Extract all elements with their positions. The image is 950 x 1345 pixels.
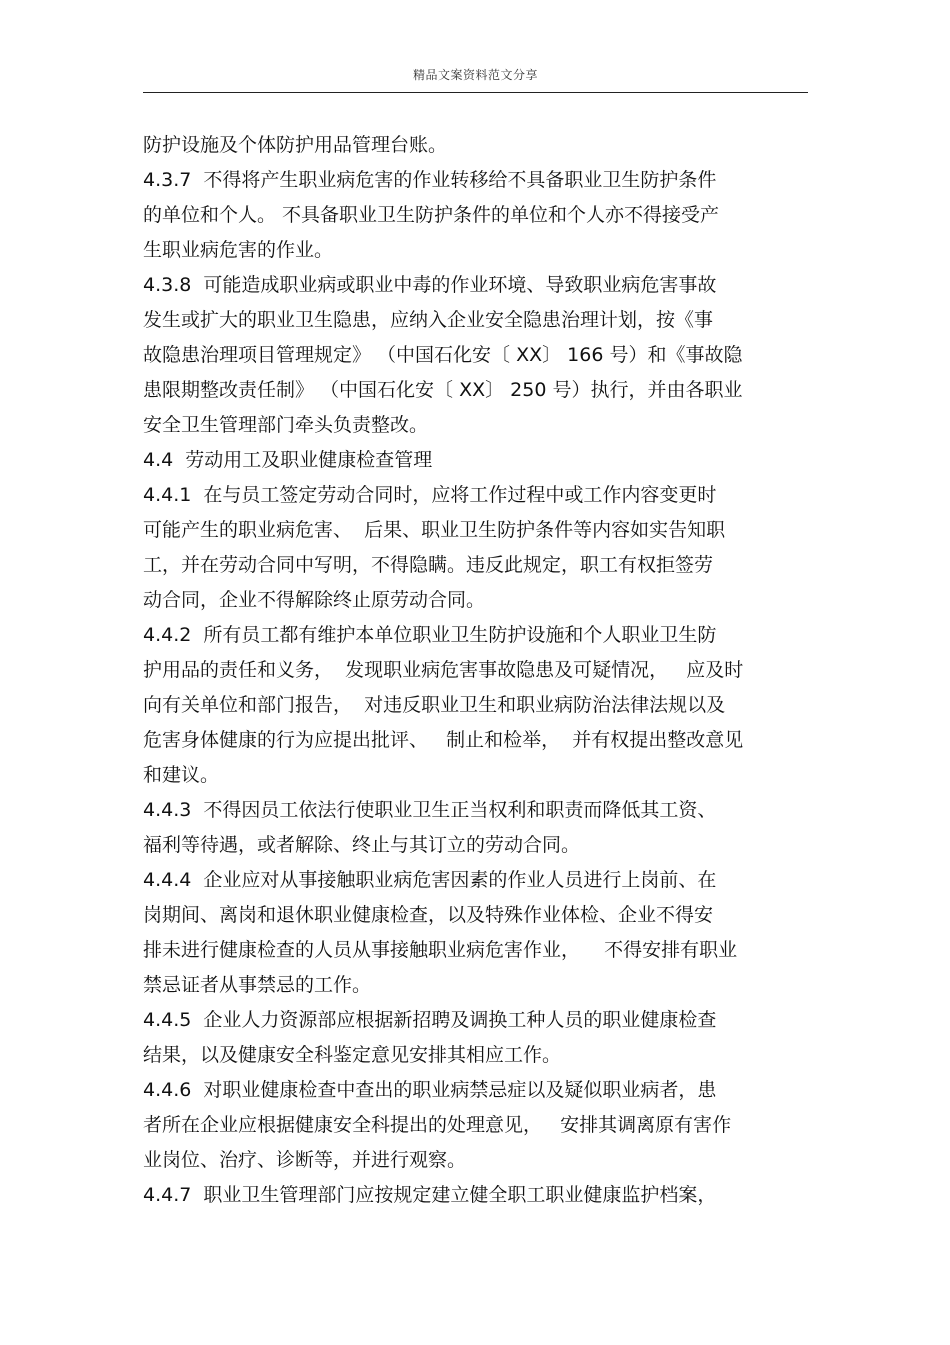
body-text-line: 危害身体健康的行为应提出批评、 制止和检举， 并有权提出整改意见 bbox=[143, 729, 744, 751]
body-text-line: 福利等待遇，或者解除、终止与其订立的劳动合同。 bbox=[143, 834, 581, 856]
body-text-line: 患限期整改责任制》 （中国石化安〔 XX〕 250 号）执行，并由各职业 bbox=[143, 379, 743, 401]
page-header-title: 精品文案资料范文分享 bbox=[412, 68, 538, 82]
body-text-line: 业岗位、治疗、诊断等，并进行观察。 bbox=[143, 1149, 467, 1171]
clause-4-4-4-line: 4.4.4 企业应对从事接触职业病危害因素的作业人员进行上岗前、在 bbox=[143, 869, 717, 891]
document-body bbox=[143, 128, 823, 1213]
body-text-line: 和建议。 bbox=[143, 764, 220, 786]
body-text-line: 故隐患治理项目管理规定》 （中国石化安〔 XX〕 166 号）和《事故隐 bbox=[143, 344, 743, 366]
body-text-line: 排未进行健康检查的人员从事接触职业病危害作业， 不得安排有职业 bbox=[143, 939, 738, 961]
clause-4-4-7-line: 4.4.7 职业卫生管理部门应按规定建立健全职工职业健康监护档案， bbox=[143, 1184, 717, 1206]
body-text-line: 防护设施及个体防护用品管理台账。 bbox=[143, 134, 448, 156]
body-text-line: 的单位和个人。 不具备职业卫生防护条件的单位和个人亦不得接受产 bbox=[143, 204, 720, 226]
body-text-line: 动合同，企业不得解除终止原劳动合同。 bbox=[143, 589, 486, 611]
clause-4-4-2-line: 4.4.2 所有员工都有维护本单位职业卫生防护设施和个人职业卫生防 bbox=[143, 624, 717, 646]
section-4-4-heading: 4.4 劳动用工及职业健康检查管理 bbox=[143, 449, 433, 471]
body-text-line: 工，并在劳动合同中写明，不得隐瞒。违反此规定，职工有权拒签劳 bbox=[143, 554, 714, 576]
body-text-line: 生职业病危害的作业。 bbox=[143, 239, 334, 261]
clause-4-3-7-line: 4.3.7 不得将产生职业病危害的作业转移给不具备职业卫生防护条件 bbox=[143, 169, 717, 191]
body-text-line: 岗期间、离岗和退休职业健康检查，以及特殊作业体检、企业不得安 bbox=[143, 904, 714, 926]
body-text-line: 可能产生的职业病危害、 后果、职业卫生防护条件等内容如实告知职 bbox=[143, 519, 726, 541]
body-text-line: 安全卫生管理部门牵头负责整改。 bbox=[143, 414, 429, 436]
body-text-line: 发生或扩大的职业卫生隐患，应纳入企业安全隐患治理计划，按《事 bbox=[143, 309, 714, 331]
header-divider bbox=[143, 92, 808, 93]
body-text-line: 向有关单位和部门报告， 对违反职业卫生和职业病防治法律法规以及 bbox=[143, 694, 726, 716]
body-text-line: 结果，以及健康安全科鉴定意见安排其相应工作。 bbox=[143, 1044, 562, 1066]
body-text-line: 者所在企业应根据健康安全科提出的处理意见， 安排其调离原有害作 bbox=[143, 1114, 732, 1136]
clause-4-4-3-line: 4.4.3 不得因员工依法行使职业卫生正当权利和职责而降低其工资、 bbox=[143, 799, 717, 821]
clause-4-4-5-line: 4.4.5 企业人力资源部应根据新招聘及调换工种人员的职业健康检查 bbox=[143, 1009, 717, 1031]
clause-4-4-6-line: 4.4.6 对职业健康检查中查出的职业病禁忌症以及疑似职业病者，患 bbox=[143, 1079, 717, 1101]
body-text-line: 禁忌证者从事禁忌的工作。 bbox=[143, 974, 372, 996]
body-text-line: 护用品的责任和义务， 发现职业病危害事故隐患及可疑情况， 应及时 bbox=[143, 659, 744, 681]
clause-4-4-1-line: 4.4.1 在与员工签定劳动合同时，应将工作过程中或工作内容变更时 bbox=[143, 484, 717, 506]
clause-4-3-8-line: 4.3.8 可能造成职业病或职业中毒的作业环境、导致职业病危害事故 bbox=[143, 274, 717, 296]
